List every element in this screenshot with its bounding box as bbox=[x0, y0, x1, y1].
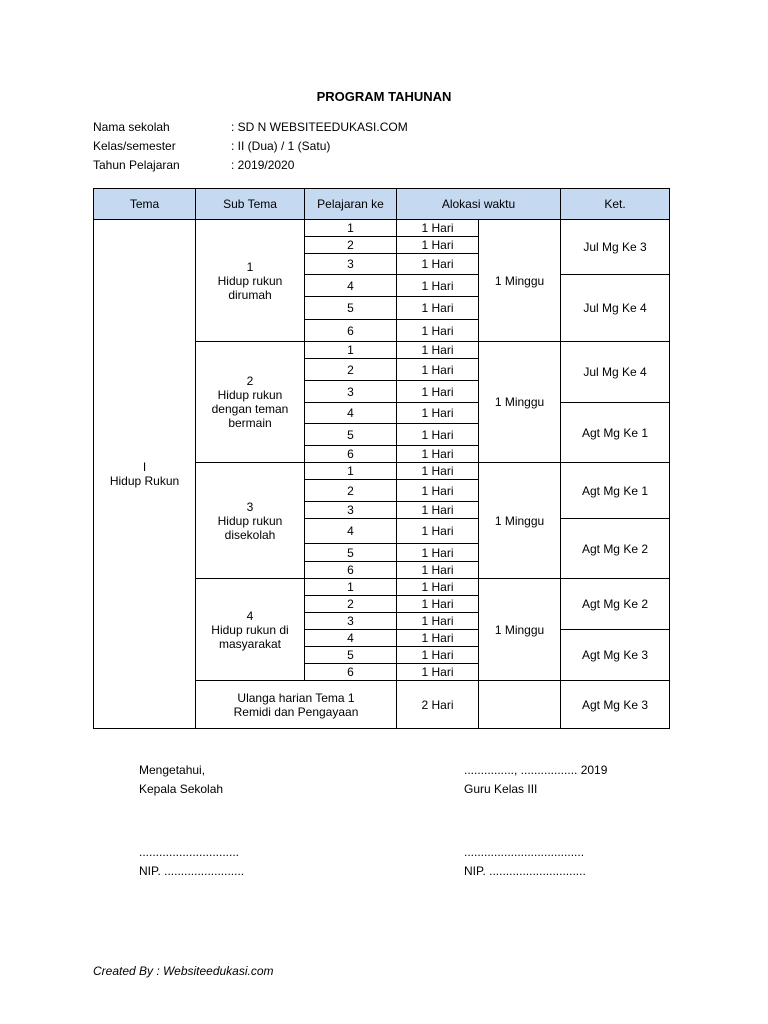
lesson-duration: 1 Hari bbox=[397, 480, 479, 502]
info-value: : 2019/2020 bbox=[231, 158, 295, 172]
lesson-number: 5 bbox=[305, 297, 397, 320]
ket-cell: Jul Mg Ke 4 bbox=[561, 342, 670, 403]
alokasi-cell: 1 Minggu bbox=[479, 342, 561, 463]
subtema-number: 2 bbox=[246, 374, 254, 388]
lesson-number: 3 bbox=[305, 502, 397, 519]
lesson-number: 4 bbox=[305, 275, 397, 297]
lesson-duration: 1 Hari bbox=[397, 320, 479, 342]
header-alokasi: Alokasi waktu bbox=[397, 189, 561, 220]
footer-credit: Created By : Websiteedukasi.com bbox=[93, 964, 274, 978]
lesson-number: 3 bbox=[305, 381, 397, 403]
info-value: : II (Dua) / 1 (Satu) bbox=[231, 139, 331, 153]
lesson-duration: 1 Hari bbox=[397, 342, 479, 359]
lesson-duration: 1 Hari bbox=[397, 562, 479, 579]
info-label: Kelas/semester bbox=[93, 139, 176, 153]
lesson-duration: 1 Hari bbox=[397, 664, 479, 681]
signature-right-date: ..............., ................. 2019 bbox=[464, 763, 608, 777]
subtema-number: 1 bbox=[246, 259, 254, 274]
signature-left-block bbox=[139, 761, 223, 799]
lesson-number: 1 bbox=[305, 579, 397, 596]
lesson-number: 6 bbox=[305, 320, 397, 342]
lesson-duration: 1 Hari bbox=[397, 275, 479, 297]
subtema-number: 4 bbox=[246, 608, 254, 623]
header-sub-tema: Sub Tema bbox=[196, 189, 305, 220]
ket-cell: Agt Mg Ke 1 bbox=[561, 463, 670, 519]
lesson-number: 6 bbox=[305, 562, 397, 579]
header-tema: Tema bbox=[94, 189, 196, 220]
lesson-duration: 1 Hari bbox=[397, 403, 479, 424]
ket-cell: Agt Mg Ke 2 bbox=[561, 579, 670, 630]
info-value: : SD N WEBSITEEDUKASI.COM bbox=[231, 120, 408, 134]
lesson-number: 2 bbox=[305, 237, 397, 254]
subtema-name: Hidup rukun dengan teman bermain bbox=[211, 388, 289, 430]
ulangan-line1: Ulanga harian Tema 1 bbox=[237, 690, 355, 705]
header-ket: Ket. bbox=[561, 189, 670, 220]
signature-right-name: .................................... bbox=[464, 845, 585, 859]
lesson-duration: 1 Hari bbox=[397, 647, 479, 664]
subtema-cell bbox=[196, 463, 305, 579]
lesson-number: 2 bbox=[305, 596, 397, 613]
alokasi-cell: 1 Minggu bbox=[479, 579, 561, 681]
lesson-number: 1 bbox=[305, 463, 397, 480]
signature-left-name-block bbox=[139, 843, 244, 881]
alokasi-cell: 1 Minggu bbox=[479, 220, 561, 342]
table-header-row bbox=[94, 189, 670, 220]
tema-name: Hidup Rukun bbox=[109, 474, 180, 488]
ulangan-empty bbox=[479, 681, 561, 729]
signature-left-nip: NIP. ........................ bbox=[139, 864, 245, 878]
lesson-number: 1 bbox=[305, 220, 397, 237]
tema-cell bbox=[94, 220, 196, 729]
program-table bbox=[93, 188, 670, 729]
lesson-number: 2 bbox=[305, 480, 397, 502]
subtema-cell bbox=[196, 579, 305, 681]
ket-cell: Agt Mg Ke 3 bbox=[561, 630, 670, 681]
lesson-duration: 1 Hari bbox=[397, 424, 479, 446]
lesson-number: 3 bbox=[305, 254, 397, 275]
lesson-duration: 1 Hari bbox=[397, 613, 479, 630]
ulangan-alokasi: 2 Hari bbox=[397, 681, 479, 729]
ket-cell: Jul Mg Ke 3 bbox=[561, 220, 670, 275]
signature-left-line1: Mengetahui, bbox=[139, 763, 206, 777]
subtema-cell bbox=[196, 342, 305, 463]
subtema-name: Hidup rukun di masyarakat bbox=[211, 622, 289, 651]
lesson-number: 5 bbox=[305, 647, 397, 664]
lesson-number: 3 bbox=[305, 613, 397, 630]
lesson-duration: 1 Hari bbox=[397, 297, 479, 320]
header-pelajaran: Pelajaran ke bbox=[305, 189, 397, 220]
table-row bbox=[94, 220, 670, 237]
subtema-cell bbox=[196, 220, 305, 342]
lesson-duration: 1 Hari bbox=[397, 446, 479, 463]
ket-cell: Agt Mg Ke 2 bbox=[561, 519, 670, 579]
signature-right-name-block bbox=[464, 843, 586, 881]
lesson-number: 5 bbox=[305, 424, 397, 446]
subtema-name: Hidup rukun disekolah bbox=[217, 513, 283, 542]
lesson-duration: 1 Hari bbox=[397, 237, 479, 254]
info-label: Nama sekolah bbox=[93, 120, 170, 134]
signature-right-nip: NIP. ............................. bbox=[464, 864, 586, 878]
lesson-number: 2 bbox=[305, 359, 397, 381]
ket-cell: Agt Mg Ke 1 bbox=[561, 403, 670, 463]
alokasi-cell: 1 Minggu bbox=[479, 463, 561, 579]
lesson-number: 6 bbox=[305, 446, 397, 463]
signature-right-role: Guru Kelas III bbox=[464, 782, 538, 796]
lesson-duration: 1 Hari bbox=[397, 596, 479, 613]
signature-left-name: .............................. bbox=[139, 845, 240, 859]
lesson-duration: 1 Hari bbox=[397, 544, 479, 562]
page-title: PROGRAM TAHUNAN bbox=[316, 89, 452, 104]
lesson-number: 4 bbox=[305, 403, 397, 424]
lesson-duration: 1 Hari bbox=[397, 220, 479, 237]
lesson-number: 4 bbox=[305, 630, 397, 647]
lesson-number: 5 bbox=[305, 544, 397, 562]
subtema-name: Hidup rukun dirumah bbox=[217, 273, 283, 302]
info-label: Tahun Pelajaran bbox=[93, 158, 180, 172]
lesson-number: 4 bbox=[305, 519, 397, 544]
lesson-duration: 1 Hari bbox=[397, 630, 479, 647]
lesson-duration: 1 Hari bbox=[397, 579, 479, 596]
lesson-number: 6 bbox=[305, 664, 397, 681]
lesson-duration: 1 Hari bbox=[397, 519, 479, 544]
signature-left-role: Kepala Sekolah bbox=[139, 782, 224, 796]
ket-cell: Jul Mg Ke 4 bbox=[561, 275, 670, 342]
lesson-duration: 1 Hari bbox=[397, 381, 479, 403]
signature-right-block bbox=[464, 761, 607, 799]
ulangan-cell bbox=[196, 681, 397, 729]
subtema-number: 3 bbox=[246, 499, 254, 514]
lesson-duration: 1 Hari bbox=[397, 502, 479, 519]
lesson-duration: 1 Hari bbox=[397, 254, 479, 275]
ulangan-line2: Remidi dan Pengayaan bbox=[233, 704, 359, 719]
lesson-duration: 1 Hari bbox=[397, 463, 479, 480]
lesson-number: 1 bbox=[305, 342, 397, 359]
ulangan-ket: Agt Mg Ke 3 bbox=[561, 681, 670, 729]
tema-number: I bbox=[142, 460, 147, 474]
lesson-duration: 1 Hari bbox=[397, 359, 479, 381]
table-body bbox=[94, 220, 670, 729]
